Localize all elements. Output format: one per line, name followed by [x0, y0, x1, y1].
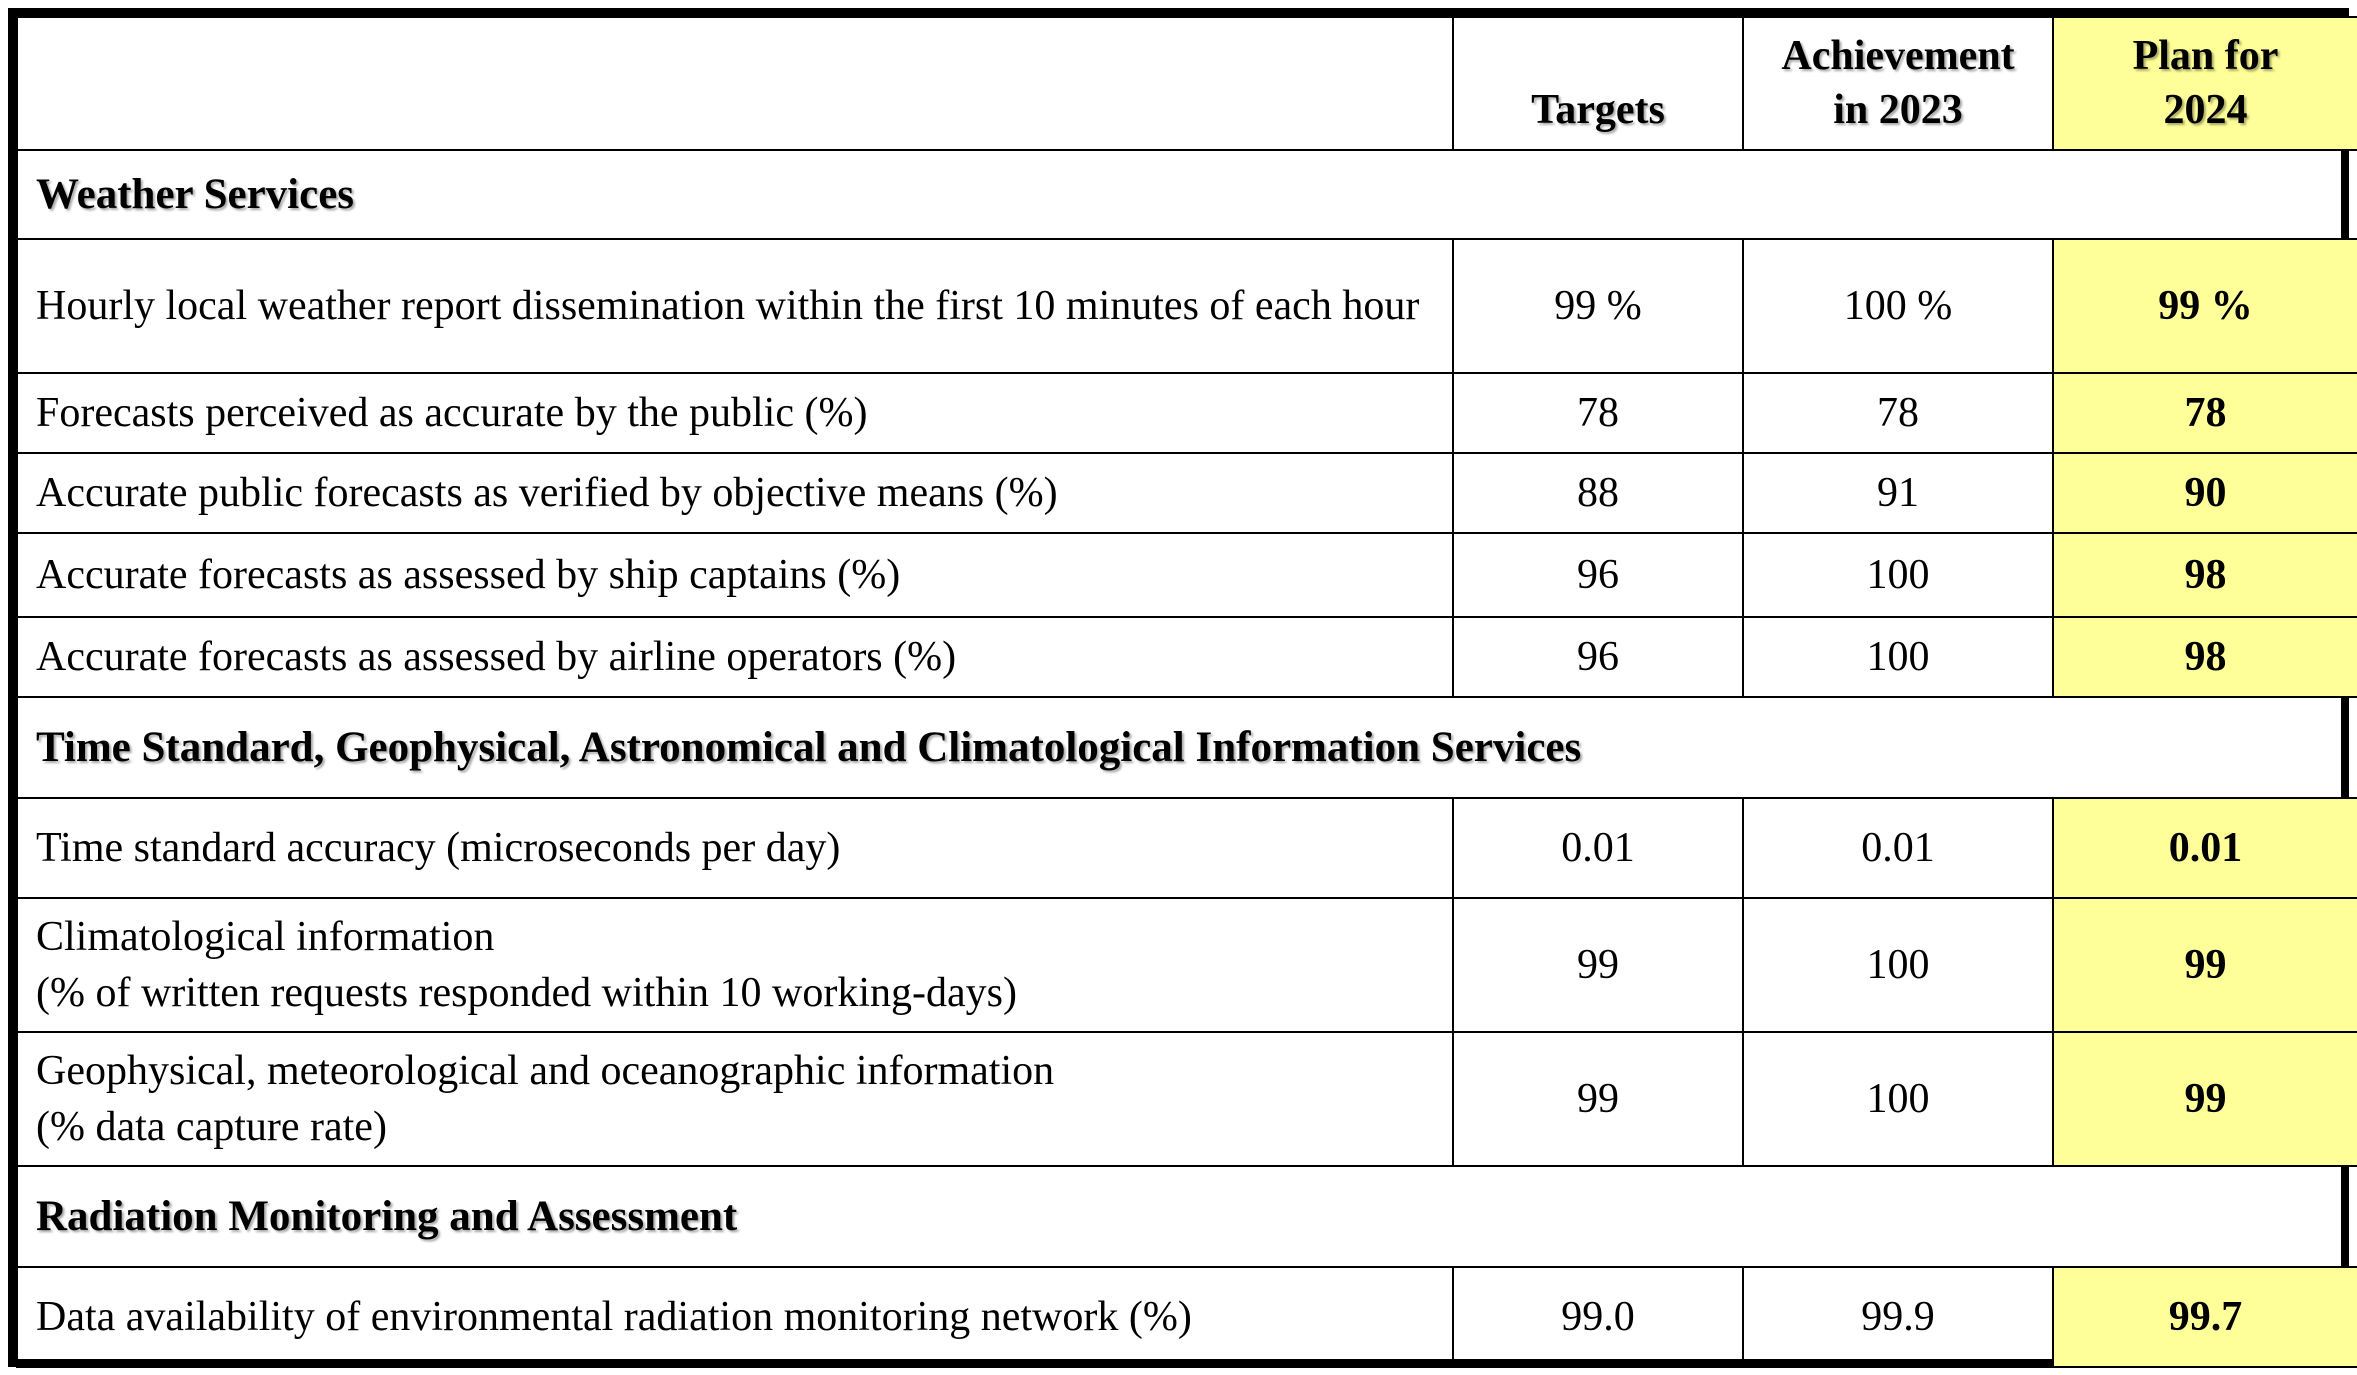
row-plan: 90: [2053, 453, 2357, 533]
row-plan: 0.01: [2053, 798, 2357, 898]
row-label-cell: [17, 898, 1453, 1032]
row-target: 99: [1453, 898, 1743, 1032]
row-target: 96: [1453, 533, 1743, 617]
header-targets: Targets: [1453, 17, 1743, 150]
table-row: [17, 1267, 2357, 1367]
performance-table: [16, 16, 2357, 1368]
row-plan: 99: [2053, 1032, 2357, 1166]
row-label: Accurate public forecasts as verified by objective means (%): [17, 453, 1453, 533]
row-label: Data availability of environmental radiation monitoring network (%): [17, 1267, 1453, 1367]
row-plan: 99.7: [2053, 1267, 2357, 1367]
row-label-detail: (% of written requests responded within 10 working-days): [36, 970, 1017, 1016]
section-row-time-standard: [17, 697, 2357, 798]
row-label: Forecasts perceived as accurate by the public (%): [17, 373, 1453, 453]
row-target: 96: [1453, 617, 1743, 697]
table-row: [17, 1032, 2357, 1166]
table-row: [17, 798, 2357, 898]
header-achievement: Achievement in 2023: [1743, 17, 2053, 150]
header-row: [17, 17, 2357, 150]
row-label: Time standard accuracy (microseconds per day): [17, 798, 1453, 898]
section-row-radiation: [17, 1166, 2357, 1267]
row-target: 78: [1453, 373, 1743, 453]
row-target: 88: [1453, 453, 1743, 533]
row-label: Hourly local weather report dissemination within the first 10 minutes of each hour: [17, 239, 1453, 373]
row-achievement: 91: [1743, 453, 2053, 533]
row-achievement: 78: [1743, 373, 2053, 453]
row-label-detail: (% data capture rate): [36, 1104, 387, 1150]
table-row: [17, 617, 2357, 697]
row-plan: 98: [2053, 617, 2357, 697]
row-plan: 78: [2053, 373, 2357, 453]
section-row-weather: [17, 150, 2357, 239]
row-plan: 99 %: [2053, 239, 2357, 373]
row-achievement: 100: [1743, 1032, 2053, 1166]
section-title: Radiation Monitoring and Assessment: [17, 1166, 2357, 1267]
table-row: [17, 373, 2357, 453]
row-achievement: 100: [1743, 898, 2053, 1032]
row-plan: 98: [2053, 533, 2357, 617]
row-plan: 99: [2053, 898, 2357, 1032]
header-plan: Plan for 2024: [2053, 17, 2357, 150]
row-label: Accurate forecasts as assessed by airline operators (%): [17, 617, 1453, 697]
row-label: Climatological information: [36, 914, 495, 960]
row-achievement: 99.9: [1743, 1267, 2053, 1367]
row-label: Geophysical, meteorological and oceanographic information: [36, 1048, 1055, 1094]
row-label: Accurate forecasts as assessed by ship captains (%): [17, 533, 1453, 617]
row-target: 0.01: [1453, 798, 1743, 898]
row-label-cell: [17, 1032, 1453, 1166]
row-achievement: 100: [1743, 533, 2053, 617]
row-achievement: 100: [1743, 617, 2053, 697]
header-blank: [17, 17, 1453, 150]
row-achievement: 100 %: [1743, 239, 2053, 373]
table-row: [17, 239, 2357, 373]
row-target: 99 %: [1453, 239, 1743, 373]
row-target: 99: [1453, 1032, 1743, 1166]
row-achievement: 0.01: [1743, 798, 2053, 898]
row-target: 99.0: [1453, 1267, 1743, 1367]
section-title: Weather Services: [17, 150, 2357, 239]
table-row: [17, 898, 2357, 1032]
performance-table-frame: [8, 8, 2349, 1367]
table-row: [17, 533, 2357, 617]
table-row: [17, 453, 2357, 533]
section-title: Time Standard, Geophysical, Astronomical and Climatological Information Services: [17, 697, 2357, 798]
